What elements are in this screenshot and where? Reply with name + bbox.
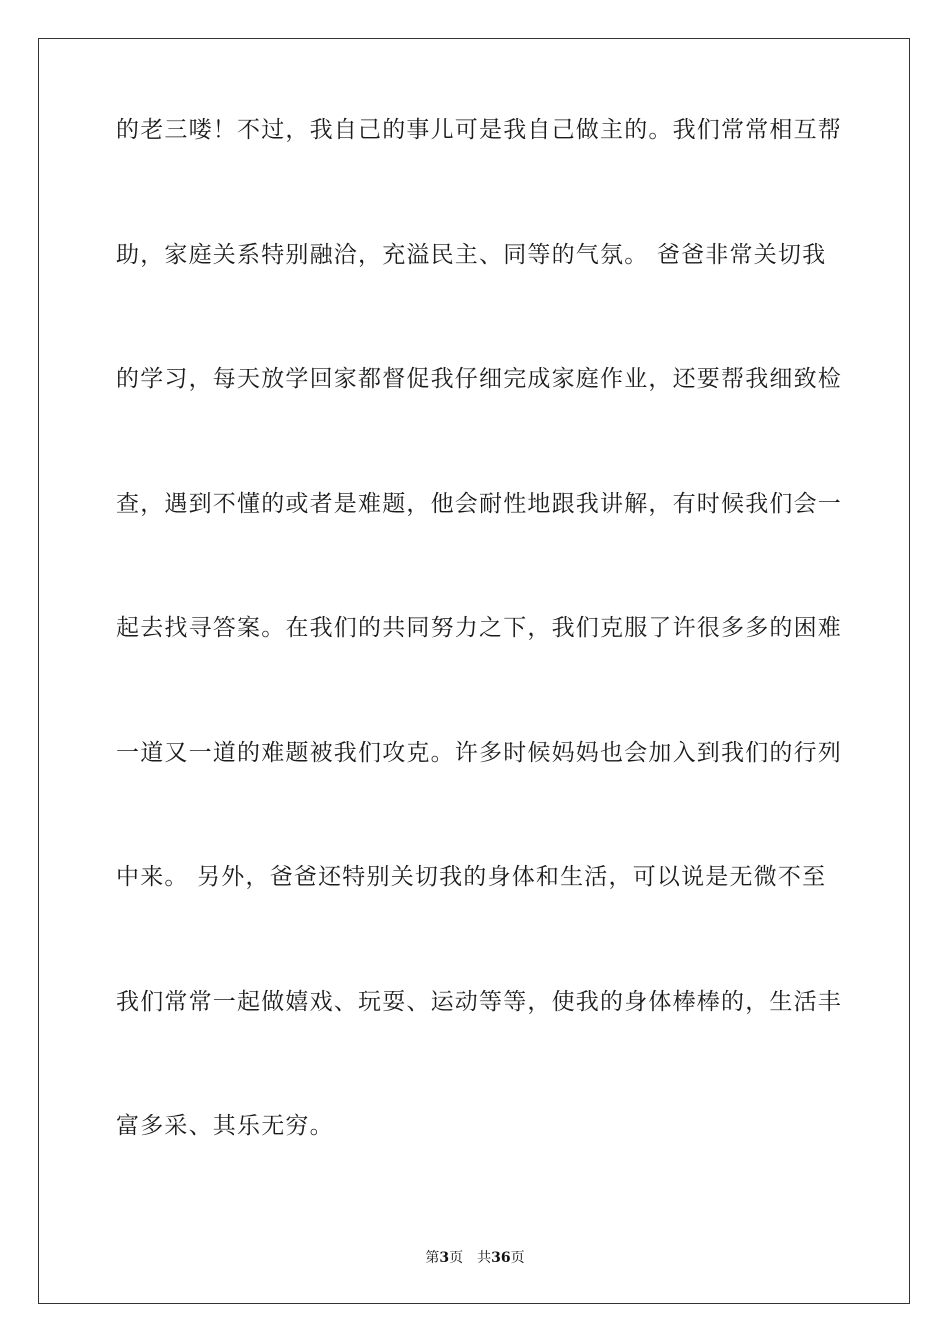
text-line-7: 中来。 另外，爸爸还特别关切我的身体和生活，可以说是无微不至 [116, 864, 827, 890]
text-line-5: 起去找寻答案。在我们的共同努力之下，我们克服了许很多多的困难 [116, 615, 842, 641]
page-prefix: 第 [425, 1250, 440, 1266]
text-line-8: 我们常常一起做嬉戏、玩耍、运动等等，使我的身体棒棒的，生活丰 [116, 988, 842, 1015]
total-suffix: 页 [510, 1250, 525, 1266]
document-body [116, 117, 842, 1231]
page-footer [0, 1247, 950, 1267]
text-line-1: 的老三喽！不过，我自己的事儿可是我自己做主的。我们常常相互帮 [116, 117, 842, 143]
text-line-2: 助，家庭关系特别融洽，充溢民主、同等的气氛。 爸爸非常关切我 [116, 241, 827, 268]
current-page-number: 3 [439, 1250, 450, 1266]
page-suffix: 页 [449, 1250, 464, 1266]
total-page-count: 36 [491, 1250, 511, 1266]
text-line-3: 的学习，每天放学回家都督促我仔细完成家庭作业，还要帮我细致检 [116, 366, 842, 392]
total-prefix: 共 [477, 1250, 492, 1266]
text-line-9: 富多采、其乐无穷。 [116, 1113, 334, 1139]
text-line-4: 查，遇到不懂的或者是难题，他会耐性地跟我讲解，有时候我们会一 [116, 490, 842, 517]
text-line-6: 一道又一道的难题被我们攻克。许多时候妈妈也会加入到我们的行列 [116, 739, 842, 766]
